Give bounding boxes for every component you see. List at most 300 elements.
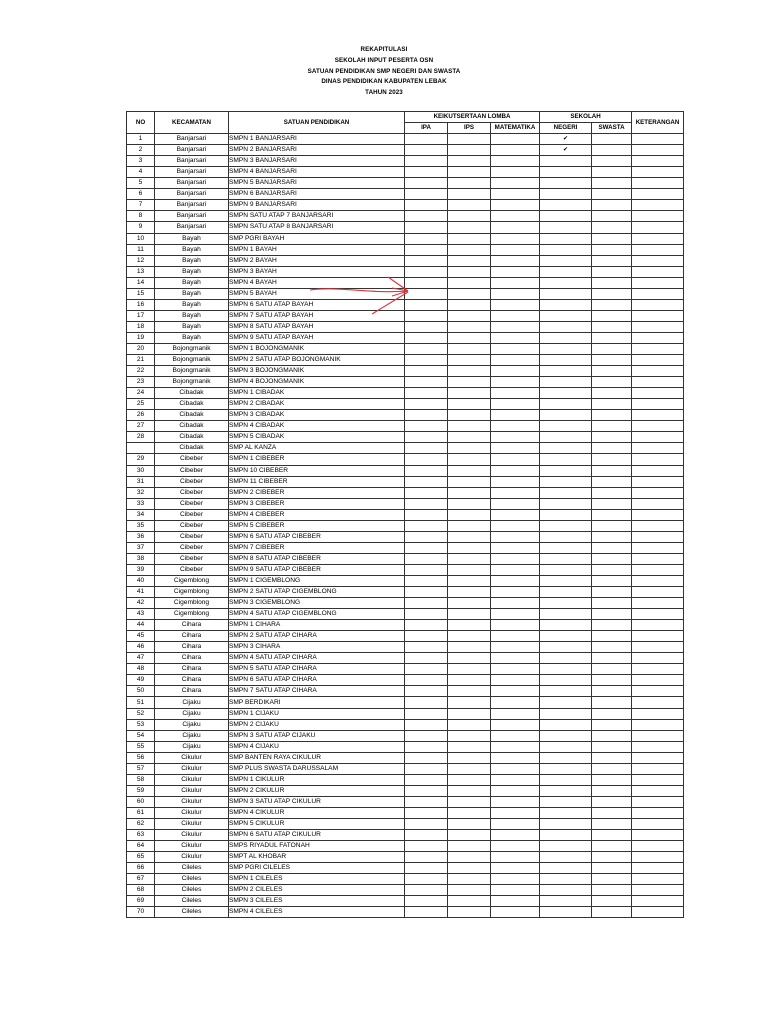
cell-ipa bbox=[405, 266, 448, 277]
cell-swasta bbox=[592, 874, 632, 885]
cell-swasta bbox=[592, 830, 632, 841]
cell-ipa bbox=[405, 222, 448, 233]
cell-matematika bbox=[491, 841, 540, 852]
cell-no: 28 bbox=[127, 432, 155, 443]
cell-matematika bbox=[491, 520, 540, 531]
cell-ipa bbox=[405, 631, 448, 642]
cell-no: 9 bbox=[127, 222, 155, 233]
cell-no: 36 bbox=[127, 531, 155, 542]
cell-ips bbox=[448, 200, 491, 211]
cell-ips bbox=[448, 487, 491, 498]
cell-ips bbox=[448, 520, 491, 531]
cell-ipa bbox=[405, 156, 448, 167]
table-row bbox=[127, 233, 684, 244]
cell-matematika bbox=[491, 498, 540, 509]
cell-ips bbox=[448, 807, 491, 818]
cell-swasta bbox=[592, 796, 632, 807]
cell-matematika bbox=[491, 410, 540, 421]
cell-keterangan bbox=[632, 421, 684, 432]
cell-ipa bbox=[405, 310, 448, 321]
cell-ipa bbox=[405, 189, 448, 200]
cell-satuan-pendidikan: SMPN 1 CIJAKU bbox=[229, 708, 405, 719]
cell-no: 3 bbox=[127, 156, 155, 167]
cell-matematika bbox=[491, 741, 540, 752]
cell-swasta bbox=[592, 553, 632, 564]
cell-matematika bbox=[491, 454, 540, 465]
cell-ips bbox=[448, 189, 491, 200]
cell-ips bbox=[448, 178, 491, 189]
cell-ips bbox=[448, 299, 491, 310]
table-row bbox=[127, 355, 684, 366]
cell-negeri bbox=[540, 377, 592, 388]
cell-keterangan bbox=[632, 454, 684, 465]
table-row bbox=[127, 730, 684, 741]
cell-ips bbox=[448, 343, 491, 354]
cell-matematika bbox=[491, 509, 540, 520]
cell-negeri bbox=[540, 487, 592, 498]
table-row bbox=[127, 664, 684, 675]
cell-kecamatan: Cijaku bbox=[155, 741, 229, 752]
cell-swasta bbox=[592, 443, 632, 454]
cell-ips bbox=[448, 410, 491, 421]
cell-satuan-pendidikan: SMPN 4 BAYAH bbox=[229, 277, 405, 288]
cell-no: 43 bbox=[127, 609, 155, 620]
cell-matematika bbox=[491, 156, 540, 167]
cell-satuan-pendidikan: SMPN 3 BOJONGMANIK bbox=[229, 366, 405, 377]
cell-negeri bbox=[540, 520, 592, 531]
cell-ipa bbox=[405, 377, 448, 388]
table-row bbox=[127, 620, 684, 631]
cell-keterangan bbox=[632, 730, 684, 741]
table-row bbox=[127, 642, 684, 653]
cell-keterangan bbox=[632, 609, 684, 620]
cell-matematika bbox=[491, 730, 540, 741]
cell-matematika bbox=[491, 653, 540, 664]
cell-negeri bbox=[540, 454, 592, 465]
cell-matematika bbox=[491, 819, 540, 830]
cell-satuan-pendidikan: SMP PGRI CILELES bbox=[229, 863, 405, 874]
cell-satuan-pendidikan: SMPN 9 SATU ATAP CIBEBER bbox=[229, 564, 405, 575]
cell-ipa bbox=[405, 299, 448, 310]
cell-keterangan bbox=[632, 664, 684, 675]
table-row bbox=[127, 852, 684, 863]
table-row bbox=[127, 719, 684, 730]
table-row bbox=[127, 520, 684, 531]
cell-no: 29 bbox=[127, 454, 155, 465]
cell-kecamatan: Cibeber bbox=[155, 553, 229, 564]
cell-ips bbox=[448, 642, 491, 653]
cell-ips bbox=[448, 830, 491, 841]
cell-negeri bbox=[540, 542, 592, 553]
cell-no: 33 bbox=[127, 498, 155, 509]
cell-swasta bbox=[592, 421, 632, 432]
cell-kecamatan: Banjarsari bbox=[155, 189, 229, 200]
table-row bbox=[127, 796, 684, 807]
header-satuan-pendidikan: SATUAN PENDIDIKAN bbox=[229, 112, 405, 134]
cell-no: 11 bbox=[127, 244, 155, 255]
cell-keterangan bbox=[632, 553, 684, 564]
cell-satuan-pendidikan: SMP BANTEN RAYA CIKULUR bbox=[229, 752, 405, 763]
cell-negeri bbox=[540, 841, 592, 852]
cell-ipa bbox=[405, 321, 448, 332]
cell-satuan-pendidikan: SMPN 1 CILELES bbox=[229, 874, 405, 885]
cell-keterangan bbox=[632, 343, 684, 354]
cell-satuan-pendidikan: SMPN 9 SATU ATAP BAYAH bbox=[229, 332, 405, 343]
table-row bbox=[127, 487, 684, 498]
cell-swasta bbox=[592, 807, 632, 818]
table-row bbox=[127, 686, 684, 697]
cell-negeri bbox=[540, 874, 592, 885]
cell-no: 69 bbox=[127, 896, 155, 907]
cell-matematika bbox=[491, 874, 540, 885]
cell-negeri bbox=[540, 178, 592, 189]
cell-kecamatan: Banjarsari bbox=[155, 211, 229, 222]
cell-no: 70 bbox=[127, 907, 155, 918]
cell-keterangan bbox=[632, 399, 684, 410]
cell-kecamatan: Cikulur bbox=[155, 763, 229, 774]
cell-ipa bbox=[405, 288, 448, 299]
cell-matematika bbox=[491, 907, 540, 918]
cell-keterangan bbox=[632, 819, 684, 830]
table-row bbox=[127, 443, 684, 454]
cell-matematika bbox=[491, 575, 540, 586]
cell-negeri bbox=[540, 863, 592, 874]
cell-keterangan bbox=[632, 531, 684, 542]
cell-matematika bbox=[491, 852, 540, 863]
cell-no: 46 bbox=[127, 642, 155, 653]
cell-kecamatan: Cikulur bbox=[155, 819, 229, 830]
cell-ips bbox=[448, 266, 491, 277]
cell-no: 2 bbox=[127, 145, 155, 156]
cell-negeri bbox=[540, 763, 592, 774]
cell-matematika bbox=[491, 697, 540, 708]
cell-ips bbox=[448, 255, 491, 266]
cell-kecamatan: Cileles bbox=[155, 874, 229, 885]
cell-satuan-pendidikan: SMPN 3 CIBADAK bbox=[229, 410, 405, 421]
cell-swasta bbox=[592, 244, 632, 255]
cell-negeri bbox=[540, 421, 592, 432]
cell-satuan-pendidikan: SMPS RIYADUL FATONAH bbox=[229, 841, 405, 852]
cell-ipa bbox=[405, 200, 448, 211]
cell-keterangan bbox=[632, 388, 684, 399]
cell-ips bbox=[448, 465, 491, 476]
cell-negeri bbox=[540, 266, 592, 277]
cell-ipa bbox=[405, 719, 448, 730]
cell-ipa bbox=[405, 852, 448, 863]
cell-ips bbox=[448, 277, 491, 288]
cell-negeri bbox=[540, 708, 592, 719]
cell-no: 53 bbox=[127, 719, 155, 730]
cell-no: 21 bbox=[127, 355, 155, 366]
cell-matematika bbox=[491, 310, 540, 321]
table-row bbox=[127, 553, 684, 564]
table-row bbox=[127, 542, 684, 553]
cell-negeri bbox=[540, 774, 592, 785]
cell-kecamatan: Cijaku bbox=[155, 719, 229, 730]
cell-swasta bbox=[592, 819, 632, 830]
cell-matematika bbox=[491, 355, 540, 366]
cell-no: 27 bbox=[127, 421, 155, 432]
cell-kecamatan: Cihara bbox=[155, 664, 229, 675]
title-line: TAHUN 2023 bbox=[365, 89, 403, 97]
cell-no: 60 bbox=[127, 796, 155, 807]
cell-ips bbox=[448, 553, 491, 564]
cell-ips bbox=[448, 752, 491, 763]
cell-kecamatan: Cibeber bbox=[155, 465, 229, 476]
title-line: DINAS PENDIDIKAN KABUPATEN LEBAK bbox=[321, 78, 447, 86]
cell-satuan-pendidikan: SMPN 2 CIBADAK bbox=[229, 399, 405, 410]
cell-satuan-pendidikan: SMPN 1 CIBADAK bbox=[229, 388, 405, 399]
cell-swasta bbox=[592, 730, 632, 741]
cell-matematika bbox=[491, 686, 540, 697]
cell-matematika bbox=[491, 642, 540, 653]
cell-no: 48 bbox=[127, 664, 155, 675]
cell-ips bbox=[448, 288, 491, 299]
cell-negeri: ✔ bbox=[540, 145, 592, 156]
cell-keterangan bbox=[632, 377, 684, 388]
cell-negeri bbox=[540, 653, 592, 664]
cell-swasta bbox=[592, 852, 632, 863]
cell-ipa bbox=[405, 830, 448, 841]
cell-satuan-pendidikan: SMPN 9 BANJARSARI bbox=[229, 200, 405, 211]
table-row bbox=[127, 885, 684, 896]
cell-ips bbox=[448, 575, 491, 586]
cell-swasta bbox=[592, 509, 632, 520]
cell-kecamatan: Cibeber bbox=[155, 564, 229, 575]
cell-swasta bbox=[592, 841, 632, 852]
cell-satuan-pendidikan: SMPN 6 SATU ATAP CIKULUR bbox=[229, 830, 405, 841]
cell-no: 49 bbox=[127, 675, 155, 686]
cell-matematika bbox=[491, 531, 540, 542]
cell-ips bbox=[448, 498, 491, 509]
cell-swasta bbox=[592, 321, 632, 332]
cell-no: 37 bbox=[127, 542, 155, 553]
cell-keterangan bbox=[632, 697, 684, 708]
cell-satuan-pendidikan: SMPN 5 CIBADAK bbox=[229, 432, 405, 443]
cell-kecamatan: Cigemblong bbox=[155, 575, 229, 586]
table-row bbox=[127, 321, 684, 332]
cell-ipa bbox=[405, 343, 448, 354]
cell-matematika bbox=[491, 807, 540, 818]
title-line: REKAPITULASI bbox=[360, 46, 408, 53]
cell-satuan-pendidikan: SMPN 3 CIBEBER bbox=[229, 498, 405, 509]
cell-negeri bbox=[540, 310, 592, 321]
cell-negeri bbox=[540, 299, 592, 310]
cell-satuan-pendidikan: SMPN 4 SATU ATAP CIHARA bbox=[229, 653, 405, 664]
cell-kecamatan: Cibeber bbox=[155, 531, 229, 542]
table-row bbox=[127, 310, 684, 321]
cell-satuan-pendidikan: SMPN 1 CIKULUR bbox=[229, 774, 405, 785]
cell-matematika bbox=[491, 211, 540, 222]
cell-matematika bbox=[491, 321, 540, 332]
cell-ipa bbox=[405, 708, 448, 719]
cell-swasta bbox=[592, 598, 632, 609]
cell-keterangan bbox=[632, 498, 684, 509]
cell-kecamatan: Cibeber bbox=[155, 487, 229, 498]
cell-ips bbox=[448, 421, 491, 432]
cell-negeri bbox=[540, 399, 592, 410]
cell-keterangan bbox=[632, 266, 684, 277]
cell-ipa bbox=[405, 432, 448, 443]
cell-ips bbox=[448, 730, 491, 741]
cell-no: 31 bbox=[127, 476, 155, 487]
table-row bbox=[127, 266, 684, 277]
cell-no: 54 bbox=[127, 730, 155, 741]
table-row bbox=[127, 830, 684, 841]
cell-swasta bbox=[592, 531, 632, 542]
cell-negeri bbox=[540, 355, 592, 366]
cell-matematika bbox=[491, 620, 540, 631]
cell-negeri bbox=[540, 498, 592, 509]
cell-swasta bbox=[592, 211, 632, 222]
cell-ipa bbox=[405, 178, 448, 189]
cell-kecamatan: Banjarsari bbox=[155, 145, 229, 156]
cell-ipa bbox=[405, 145, 448, 156]
cell-ips bbox=[448, 310, 491, 321]
cell-satuan-pendidikan: SMPN 4 BANJARSARI bbox=[229, 167, 405, 178]
cell-ips bbox=[448, 134, 491, 145]
cell-kecamatan: Cibeber bbox=[155, 476, 229, 487]
cell-kecamatan: Cibadak bbox=[155, 443, 229, 454]
cell-swasta bbox=[592, 288, 632, 299]
cell-kecamatan: Banjarsari bbox=[155, 156, 229, 167]
cell-no: 25 bbox=[127, 399, 155, 410]
cell-ipa bbox=[405, 697, 448, 708]
cell-satuan-pendidikan: SMPN 2 CIKULUR bbox=[229, 785, 405, 796]
cell-ips bbox=[448, 222, 491, 233]
table-row bbox=[127, 277, 684, 288]
cell-swasta bbox=[592, 653, 632, 664]
cell-ips bbox=[448, 819, 491, 830]
cell-keterangan bbox=[632, 708, 684, 719]
cell-matematika bbox=[491, 432, 540, 443]
cell-negeri bbox=[540, 200, 592, 211]
table-row bbox=[127, 432, 684, 443]
cell-matematika bbox=[491, 200, 540, 211]
cell-keterangan bbox=[632, 299, 684, 310]
header-negeri: NEGERI bbox=[540, 123, 592, 134]
cell-keterangan bbox=[632, 134, 684, 145]
cell-no: 58 bbox=[127, 774, 155, 785]
cell-satuan-pendidikan: SMPN 3 CIHARA bbox=[229, 642, 405, 653]
cell-matematika bbox=[491, 388, 540, 399]
cell-no: 50 bbox=[127, 686, 155, 697]
cell-kecamatan: Cihara bbox=[155, 631, 229, 642]
cell-matematika bbox=[491, 266, 540, 277]
cell-matematika bbox=[491, 167, 540, 178]
cell-negeri bbox=[540, 752, 592, 763]
cell-ips bbox=[448, 907, 491, 918]
cell-ipa bbox=[405, 785, 448, 796]
cell-ips bbox=[448, 598, 491, 609]
table-row bbox=[127, 763, 684, 774]
header-swasta: SWASTA bbox=[592, 123, 632, 134]
cell-ips bbox=[448, 377, 491, 388]
cell-negeri bbox=[540, 321, 592, 332]
cell-ips bbox=[448, 686, 491, 697]
table-row bbox=[127, 841, 684, 852]
cell-swasta bbox=[592, 432, 632, 443]
cell-matematika bbox=[491, 553, 540, 564]
cell-swasta bbox=[592, 575, 632, 586]
cell-ipa bbox=[405, 277, 448, 288]
cell-negeri bbox=[540, 620, 592, 631]
cell-keterangan bbox=[632, 620, 684, 631]
cell-matematika bbox=[491, 587, 540, 598]
cell-ipa bbox=[405, 653, 448, 664]
cell-keterangan bbox=[632, 896, 684, 907]
table-row bbox=[127, 564, 684, 575]
cell-swasta bbox=[592, 310, 632, 321]
cell-keterangan bbox=[632, 465, 684, 476]
cell-no: 56 bbox=[127, 752, 155, 763]
table-row bbox=[127, 454, 684, 465]
header-keterangan: KETERANGAN bbox=[632, 112, 684, 134]
cell-swasta bbox=[592, 686, 632, 697]
cell-keterangan bbox=[632, 542, 684, 553]
cell-keterangan bbox=[632, 410, 684, 421]
table-row bbox=[127, 299, 684, 310]
cell-swasta bbox=[592, 487, 632, 498]
cell-ips bbox=[448, 708, 491, 719]
cell-matematika bbox=[491, 421, 540, 432]
cell-matematika bbox=[491, 189, 540, 200]
cell-keterangan bbox=[632, 145, 684, 156]
cell-keterangan bbox=[632, 752, 684, 763]
cell-kecamatan: Cibeber bbox=[155, 509, 229, 520]
cell-kecamatan: Banjarsari bbox=[155, 178, 229, 189]
cell-negeri bbox=[540, 907, 592, 918]
cell-kecamatan: Cikulur bbox=[155, 830, 229, 841]
cell-swasta bbox=[592, 156, 632, 167]
cell-ipa bbox=[405, 553, 448, 564]
cell-no: 35 bbox=[127, 520, 155, 531]
cell-kecamatan: Bayah bbox=[155, 233, 229, 244]
cell-negeri bbox=[540, 819, 592, 830]
cell-satuan-pendidikan: SMPN 1 BOJONGMANIK bbox=[229, 343, 405, 354]
table-row bbox=[127, 708, 684, 719]
cell-ipa bbox=[405, 896, 448, 907]
cell-ips bbox=[448, 399, 491, 410]
cell-keterangan bbox=[632, 631, 684, 642]
cell-swasta bbox=[592, 410, 632, 421]
cell-no: 52 bbox=[127, 708, 155, 719]
cell-satuan-pendidikan: SMPN 4 BOJONGMANIK bbox=[229, 377, 405, 388]
cell-satuan-pendidikan: SMPN 10 CIBEBER bbox=[229, 465, 405, 476]
cell-ips bbox=[448, 542, 491, 553]
cell-keterangan bbox=[632, 741, 684, 752]
cell-negeri bbox=[540, 222, 592, 233]
cell-ipa bbox=[405, 763, 448, 774]
cell-satuan-pendidikan: SMPN 3 CIGEMBLONG bbox=[229, 598, 405, 609]
cell-no: 8 bbox=[127, 211, 155, 222]
cell-negeri bbox=[540, 575, 592, 586]
cell-no: 45 bbox=[127, 631, 155, 642]
cell-matematika bbox=[491, 564, 540, 575]
cell-ipa bbox=[405, 233, 448, 244]
table-row bbox=[127, 498, 684, 509]
table-row bbox=[127, 863, 684, 874]
cell-keterangan bbox=[632, 686, 684, 697]
cell-ips bbox=[448, 156, 491, 167]
cell-negeri bbox=[540, 807, 592, 818]
cell-satuan-pendidikan: SMPN 5 SATU ATAP CIHARA bbox=[229, 664, 405, 675]
cell-keterangan bbox=[632, 310, 684, 321]
header-no: NO bbox=[127, 112, 155, 134]
cell-keterangan bbox=[632, 785, 684, 796]
table-row bbox=[127, 377, 684, 388]
cell-satuan-pendidikan: SMPN 5 BAYAH bbox=[229, 288, 405, 299]
